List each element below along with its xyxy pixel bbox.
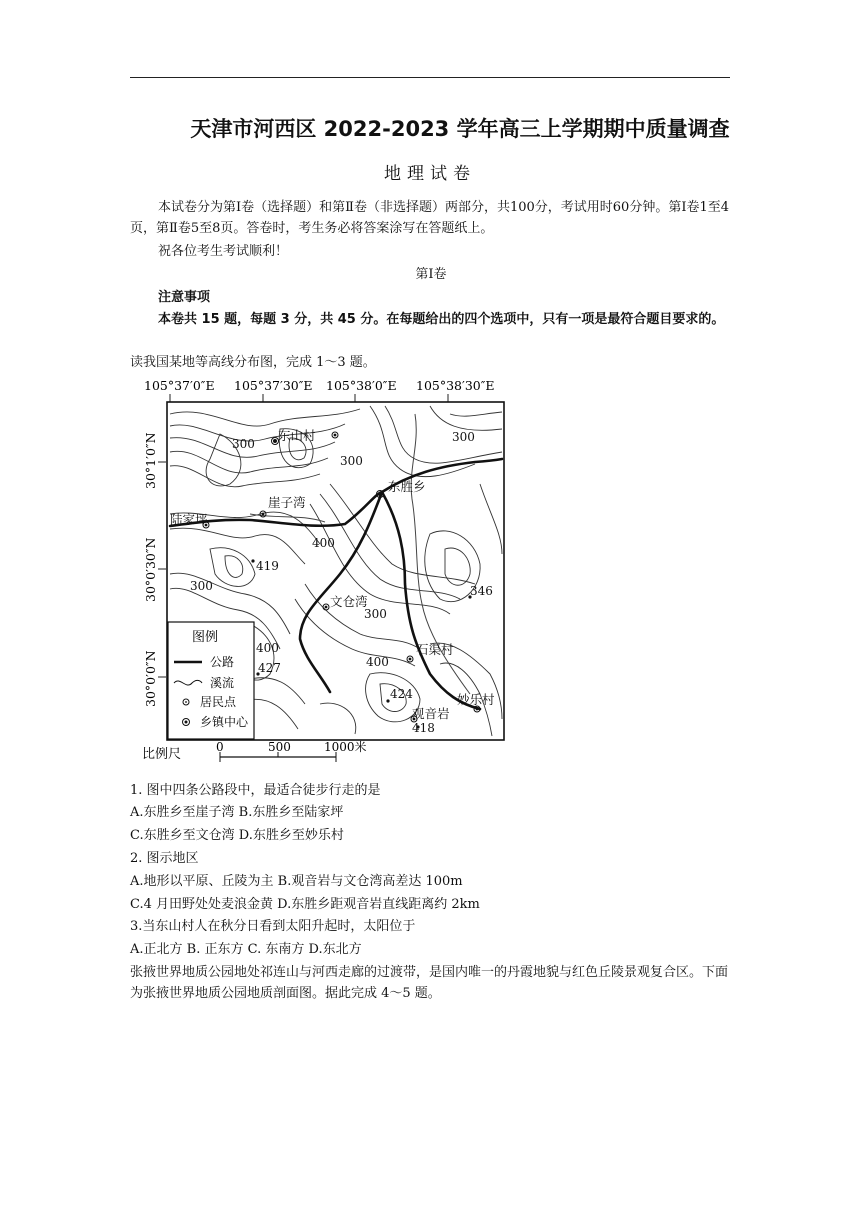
legend-township: 乡镇中心 xyxy=(200,715,249,729)
contour-label: 300 xyxy=(190,579,213,593)
question-1-options-ab: A.东胜乡至崖子湾 B.东胜乡至陆家坪 xyxy=(130,805,344,820)
notice-body: 本卷共 15 题，每题 3 分，共 45 分。在每题给出的四个选项中，只有一项是最符合题目要求的。 xyxy=(158,312,725,327)
scale-tick-1000: 1000米 xyxy=(324,740,367,754)
label-wencang: 文仓湾 xyxy=(330,594,368,609)
question-1-options-cd: C.东胜乡至文仓湾 D.东胜乡至妙乐村 xyxy=(130,828,344,843)
legend-residential: 居民点 xyxy=(200,695,237,709)
legend-road: 公路 xyxy=(210,655,235,669)
spot-height: 419 xyxy=(256,559,279,573)
contour-label: 300 xyxy=(232,437,255,451)
document-subtitle: 地理试卷 xyxy=(384,164,476,184)
notice-heading: 注意事项 xyxy=(158,290,211,305)
label-miaole: 妙乐村 xyxy=(457,692,495,707)
question-2-options-ab: A.地形以平原、丘陵为主 B.观音岩与文仓湾高差达 100m xyxy=(130,874,463,889)
label-shiqu: 石渠村 xyxy=(416,642,454,657)
question-2: 2. 图示地区 xyxy=(130,851,199,866)
scale-label: 比例尺 xyxy=(142,747,182,762)
label-dongshan: 东山村 xyxy=(278,428,316,443)
question-lead-2: 张掖世界地质公园地处祁连山与河西走廊的过渡带，是国内唯一的丹霞地貌与红色丘陵景观复合区。下面为张掖世界地质公园地质剖面图。据此完成 4～5 题。 xyxy=(130,965,729,1001)
question-3-options: A.正北方 B. 正东方 C. 东南方 D.东北方 xyxy=(130,942,362,957)
question-2-options-cd: C.4 月田野处处麦浪金黄 D.东胜乡距观音岩直线距离约 2km xyxy=(130,897,480,912)
label-dongsheng: 东胜乡 xyxy=(388,479,426,494)
contour-label: 300 xyxy=(452,430,475,444)
spot-height: 418 xyxy=(412,721,435,735)
question-3: 3.当东山村人在秋分日看到太阳升起时，太阳位于 xyxy=(130,919,416,934)
label-yazi: 崖子湾 xyxy=(268,495,306,510)
label-guanyin: 观音岩 xyxy=(412,706,450,721)
spot-height: 346 xyxy=(470,584,493,598)
contour-map xyxy=(130,374,515,766)
spot-height: 424 xyxy=(390,687,413,701)
contour-label: 400 xyxy=(256,641,279,655)
coord-left-2: 30°0′30″N xyxy=(143,537,158,602)
scale-tick-0: 0 xyxy=(216,740,224,754)
document-title: 天津市河西区 2022-2023 学年高三上学期期中质量调查 xyxy=(190,117,730,141)
legend-title: 图例 xyxy=(192,630,219,645)
coord-top-2: 105°37′30″E xyxy=(234,378,313,393)
coord-top-1: 105°37′0″E xyxy=(144,378,215,393)
coord-top-4: 105°38′30″E xyxy=(416,378,495,393)
coord-left-3: 30°0′0″N xyxy=(143,650,158,707)
contour-label: 400 xyxy=(312,536,335,550)
part-one-heading: 第Ⅰ卷 xyxy=(415,267,447,282)
contour-label: 300 xyxy=(340,454,363,468)
contour-label: 400 xyxy=(366,655,389,669)
good-luck-line: 祝各位考生考试顺利！ xyxy=(158,244,289,259)
scale-bar xyxy=(142,739,367,762)
map-legend xyxy=(168,622,254,739)
legend-stream: 溪流 xyxy=(210,676,235,690)
header-rule xyxy=(130,77,730,78)
contour-label: 300 xyxy=(364,607,387,621)
scale-tick-500: 500 xyxy=(268,740,291,754)
coord-left-1: 30°1′0″N xyxy=(143,432,158,489)
question-lead-1: 读我国某地等高线分布图，完成 1～3 题。 xyxy=(130,355,376,370)
coord-top-3: 105°38′0″E xyxy=(326,378,397,393)
question-1: 1. 图中四条公路段中，最适合徒步行走的是 xyxy=(130,783,381,798)
intro-paragraph: 本试卷分为第Ⅰ卷（选择题）和第Ⅱ卷（非选择题）两部分，共100分，考试用时60分钟。第Ⅰ卷1至4页，第Ⅱ卷5至8页。答卷时，考生务必将答案涂写在答题纸上。 xyxy=(130,200,730,236)
contour-map-svg xyxy=(130,374,515,766)
label-lujia: 陆家坪 xyxy=(170,512,208,527)
spot-height: 427 xyxy=(258,661,281,675)
